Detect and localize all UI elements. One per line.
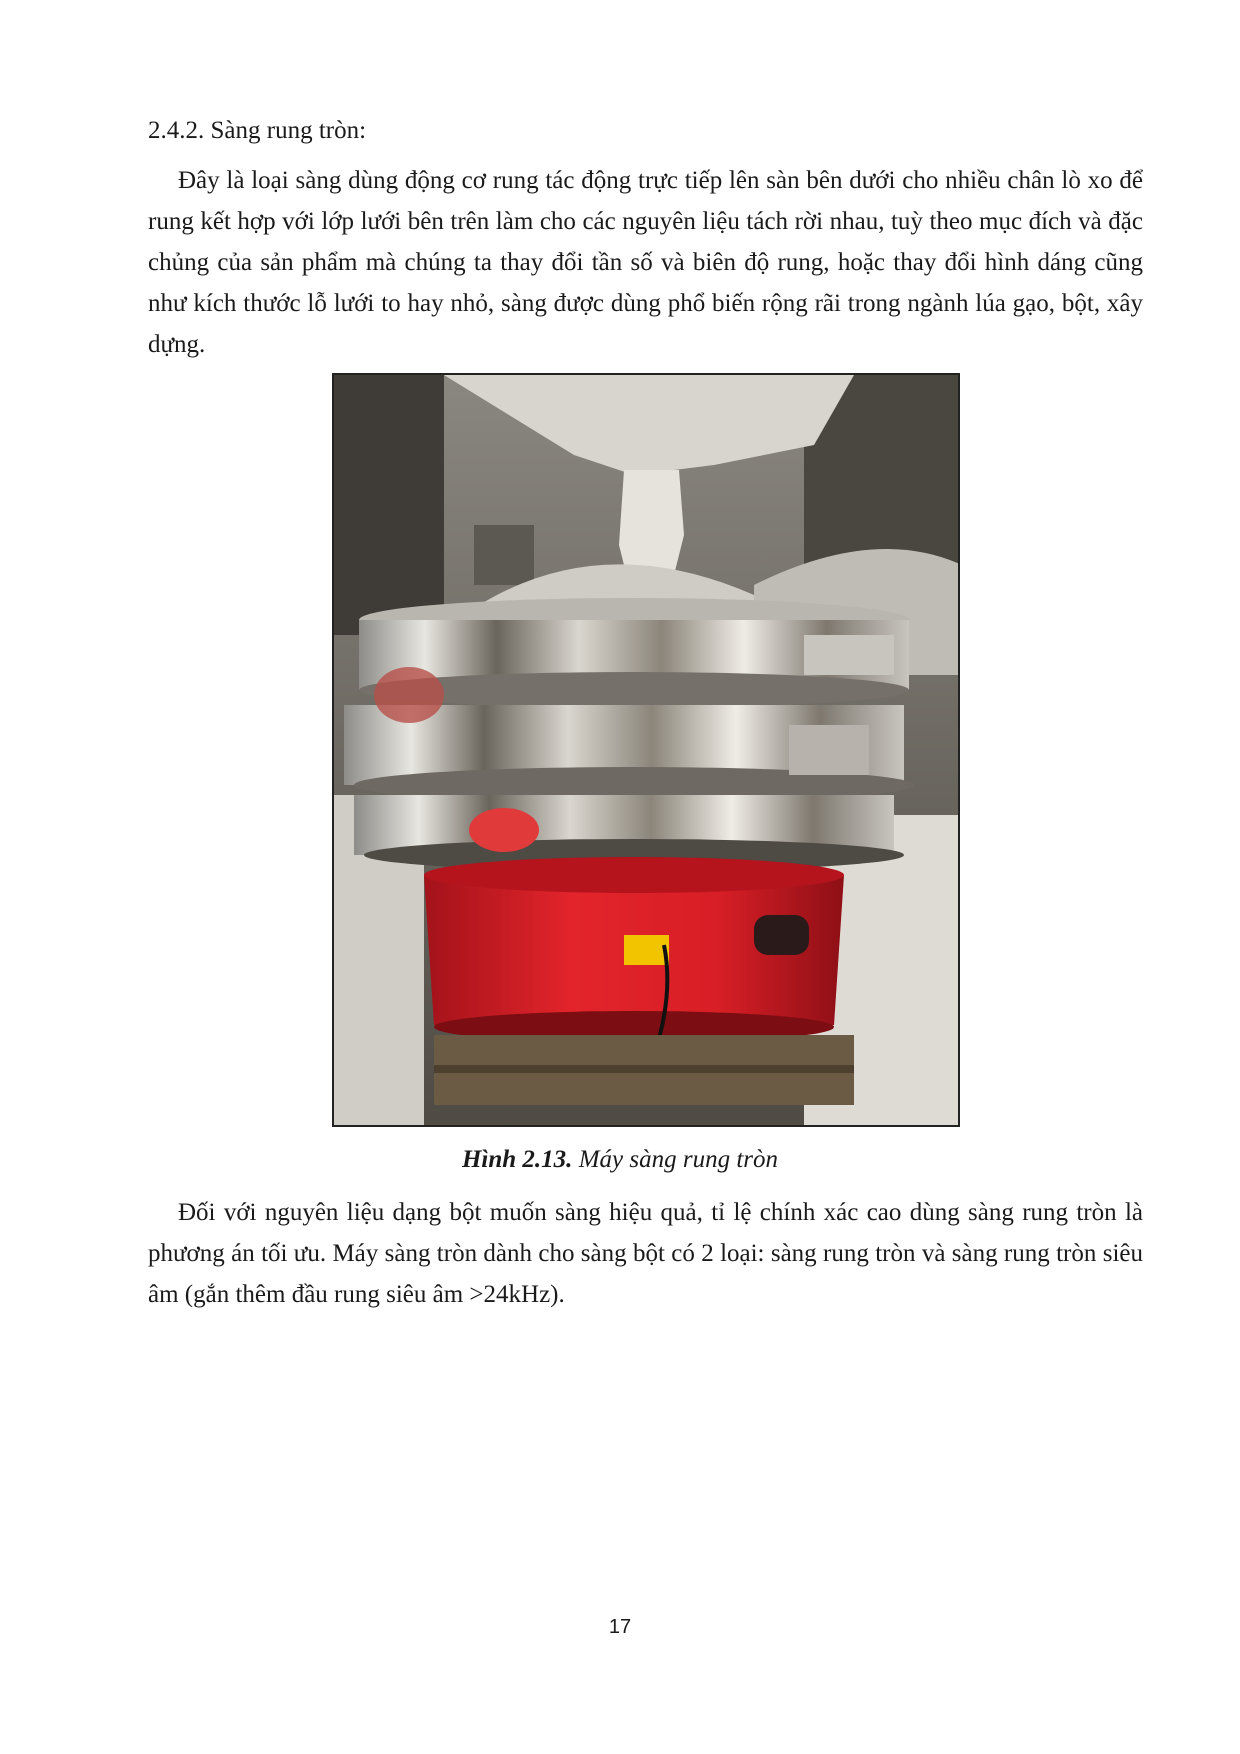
figure-image [332,373,960,1127]
section-heading: 2.4.2. Sàng rung tròn: [148,117,367,144]
vibrating-sieve-photo [334,375,960,1127]
body-paragraph-1: Đây là loại sàng dùng động cơ rung tác động trực tiếp lên sàn bên dưới cho nhiều chân lò xo để rung kết hợp với lớp lưới bên trên làm cho các nguyên liệu tách rời nhau, tuỳ theo mục đích và đặc chủng của sản phẩm mà chúng ta thay đổi tần số và biên độ rung, hoặc thay đổi hình dáng cũng như kích thước lỗ lưới to hay nhỏ, sàng được dùng phổ biến rộng rãi trong ngành lúa gạo, bột, xây dựng. [148,167,1143,358]
figure-caption-text: Máy sàng rung tròn [578,1146,778,1173]
figure-caption [0,1145,1240,1175]
body-paragraph-2: Đối với nguyên liệu dạng bột muốn sàng hiệu quả, tỉ lệ chính xác cao dùng sàng rung tròn là phương án tối ưu. Máy sàng tròn dành cho sàng bột có 2 loại: sàng rung tròn và sàng rung tròn siêu âm (gắn thêm đầu rung siêu âm >24kHz). [148,1199,1143,1308]
page-number: 17 [608,1616,632,1638]
figure-label: Hình 2.13. [461,1146,573,1173]
